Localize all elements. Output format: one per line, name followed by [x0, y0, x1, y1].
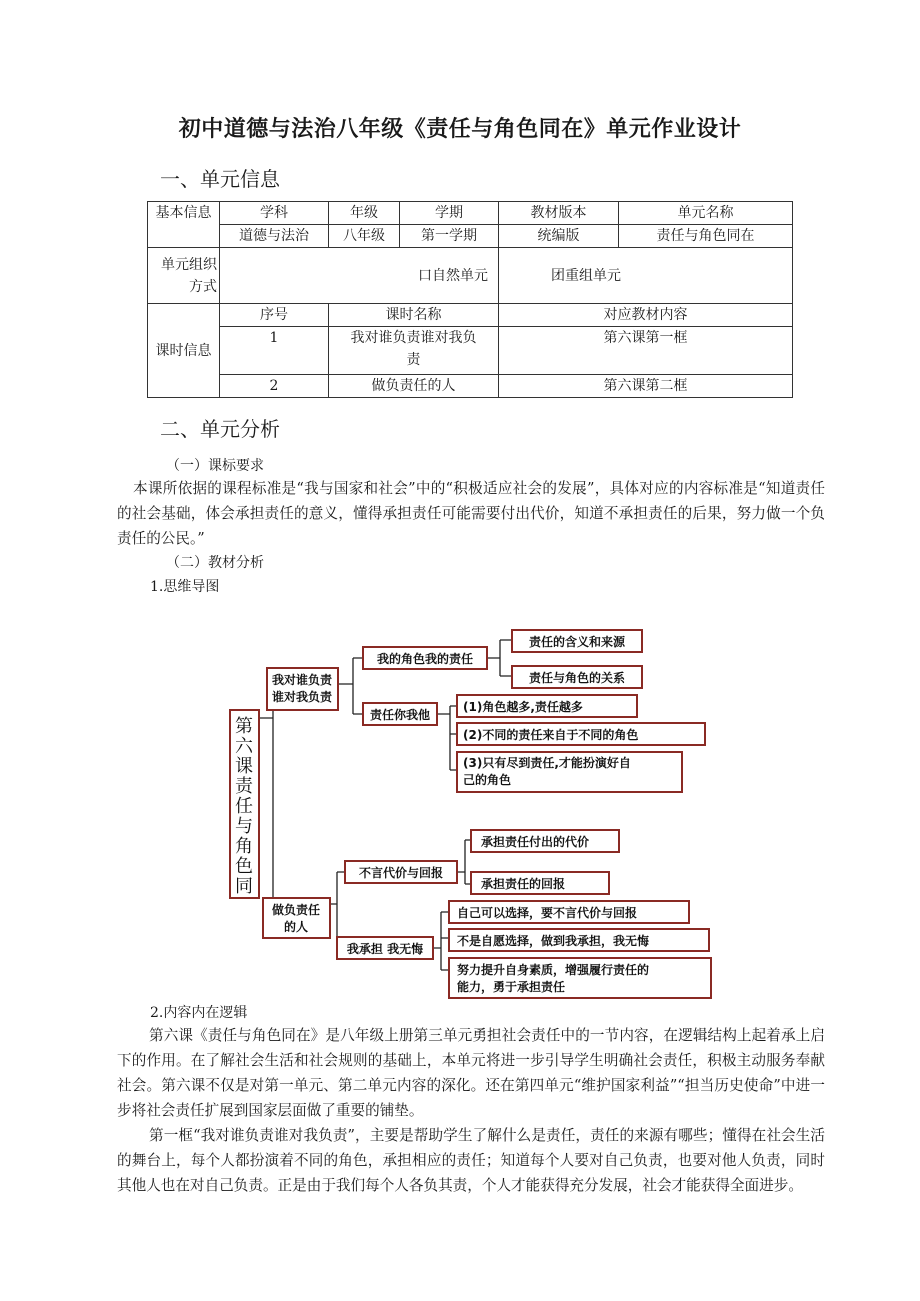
table-cell: 统编版 [499, 225, 619, 248]
leaf-node-line1: 努力提升自身素质，增强履行责任的 [457, 963, 650, 977]
root-char: 第 [235, 716, 253, 737]
org-method-label: 单元组织方式 [148, 248, 220, 304]
table-header-cell: 学科 [220, 202, 329, 225]
root-char: 角 [235, 836, 253, 857]
table-cell: 道德与法治 [220, 225, 329, 248]
lesson-name: 我对谁负责谁对我负责 [329, 327, 499, 375]
lesson-content: 第六课第一框 [499, 327, 793, 375]
leaf-node-line2: 己的角色 [463, 773, 512, 787]
lesson-info-label: 课时信息 [148, 304, 220, 398]
leaf-node: 承担责任付出的代价 [481, 835, 590, 849]
leaf-node-line2: 能力，勇于承担责任 [457, 980, 566, 994]
section-heading-unit-analysis: 二、单元分析 [160, 417, 280, 441]
table-row [148, 202, 793, 225]
branch2-label-line1: 做负责任 [271, 903, 321, 917]
unit-info-table [147, 201, 793, 398]
table-row [148, 248, 793, 304]
table-cell: 八年级 [329, 225, 400, 248]
org-option-natural: 口自然单元 [220, 248, 499, 304]
table-header-cell: 年级 [329, 202, 400, 225]
table-header-cell: 教材版本 [499, 202, 619, 225]
subheading-textbook: （二）教材分析 [166, 555, 264, 571]
leaf-node: 承担责任的回报 [481, 877, 566, 891]
lesson-content: 第六课第二框 [499, 375, 793, 398]
leaf-node: 不是自愿选择，做到我承担，我无悔 [457, 934, 650, 948]
section-heading-unit-info: 一、单元信息 [160, 167, 280, 191]
org-option-restructured: 团重组单元 [499, 248, 793, 304]
branch1-sub2-label: 责任你我他 [369, 708, 431, 722]
table-header-cell: 对应教材内容 [499, 304, 793, 327]
paragraph-text: 第六课《责任与角色同在》是八年级上册第三单元勇担社会责任中的一节内容，在逻辑结构上起着承上启下的作用。在了解社会生活和社会规则的基础上，本单元将进一步引导学生明确社会责任，积极主动服务奉献社会。第六课不仅是对第一单元、第二单元内容的深化。还在第四单元“维护国家利益”“担当历史使命”中进一步将社会责任扩展到国家层面做了重要的铺垫。 [117, 1027, 825, 1119]
mind-map [225, 622, 715, 1002]
table-cell: 第一学期 [400, 225, 499, 248]
subheading-curriculum: （一）课标要求 [166, 458, 264, 474]
table-header-cell: 序号 [220, 304, 329, 327]
root-char: 课 [235, 756, 253, 777]
branch2-sub2-label: 我承担 我无悔 [346, 942, 424, 956]
page-title: 初中道德与法治八年级《责任与角色同在》单元作业设计 [178, 117, 742, 142]
paragraph-text: 本课所依据的课程标准是“我与国家和社会”中的“积极适应社会的发展”，具体对应的内容标准是“知道责任的社会基础，体会承担责任的意义，懂得承担责任可能需要付出代价，知道不承担责任的后果，努力做一个负责任的公民。” [117, 480, 825, 547]
leaf-node: 责任的含义和来源 [528, 635, 626, 649]
table-header-cell: 单元名称 [619, 202, 793, 225]
table-row [148, 375, 793, 398]
table-header-cell: 学期 [400, 202, 499, 225]
leaf-node: (1)角色越多,责任越多 [463, 700, 583, 714]
basic-info-label: 基本信息 [148, 202, 220, 248]
paragraph-text: 第一框“我对谁负责谁对我负责”，主要是帮助学生了解什么是责任，责任的来源有哪些；懂得在社会生活的舞台上，每个人都扮演着不同的角色，承担相应的责任；知道每个人要对自己负责，也要对他人负责，同时其他人也在对自己负责。正是由于我们每个人各负其责，个人才能获得充分发展，社会才能获得全面进步。 [117, 1127, 825, 1194]
subheading-logic: 2.内容内在逻辑 [150, 1005, 248, 1021]
root-char: 任 [235, 796, 253, 817]
root-char: 六 [235, 736, 253, 757]
paragraph-logic [117, 1023, 825, 1198]
branch2-label-line2: 的人 [283, 920, 309, 934]
lesson-name: 做负责任的人 [329, 375, 499, 398]
root-char: 责 [235, 776, 253, 797]
table-header-cell: 课时名称 [329, 304, 499, 327]
leaf-node: 自己可以选择，要不言代价与回报 [457, 906, 638, 920]
root-char: 同 [235, 876, 253, 897]
branch1-label-line2: 谁对我负责 [271, 690, 333, 704]
lesson-number: 1 [220, 327, 329, 375]
table-row [148, 327, 793, 375]
branch2-sub1-label: 不言代价与回报 [358, 866, 444, 880]
leaf-node: 责任与角色的关系 [528, 671, 626, 685]
root-char: 与 [235, 816, 253, 837]
table-row [148, 225, 793, 248]
root-char: 色 [235, 856, 253, 877]
mindmap-root [235, 716, 254, 897]
branch1-sub1-label: 我的角色我的责任 [376, 652, 474, 666]
lesson-number: 2 [220, 375, 329, 398]
subheading-mindmap: 1.思维导图 [150, 579, 220, 595]
table-row [148, 304, 793, 327]
table-cell: 责任与角色同在 [619, 225, 793, 248]
leaf-node: (2)不同的责任来自于不同的角色 [463, 728, 639, 742]
paragraph-curriculum [117, 476, 825, 551]
leaf-node-line1: (3)只有尽到责任,才能扮演好自 [463, 756, 631, 770]
branch1-label-line1: 我对谁负责 [271, 673, 333, 687]
